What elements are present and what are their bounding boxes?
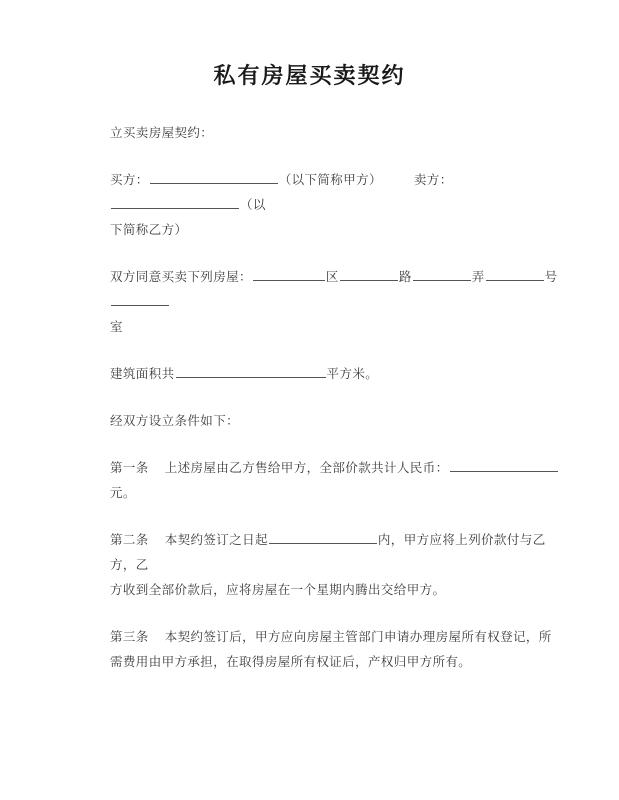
district-blank[interactable] <box>253 267 325 281</box>
opening-statement <box>110 121 563 146</box>
article-3 <box>110 625 563 650</box>
number-blank[interactable] <box>486 267 544 281</box>
opening-statement-text: 立买卖房屋契约： <box>110 125 214 140</box>
article-2-text-after-blank: 内，甲方应将上列价款付与乙方，乙 <box>110 532 546 572</box>
article-2-label: 第二条 <box>110 532 149 547</box>
article-3-label: 第三条 <box>110 629 149 644</box>
document-body <box>0 121 619 675</box>
article-2-term-blank[interactable] <box>269 530 377 544</box>
seller-name-blank[interactable] <box>111 195 239 209</box>
article-3-text-line1: 本契约签订后，甲方应向房屋主管部门申请办理房屋所有权登记，所 <box>164 629 552 644</box>
article-2 <box>110 528 563 578</box>
lane-unit: 弄 <box>471 269 485 284</box>
parties-paragraph-continuation <box>110 218 563 243</box>
property-address-continuation <box>110 315 563 340</box>
buyer-note: （以下简称甲方） <box>278 172 382 187</box>
buyer-label: 买方： <box>110 172 149 187</box>
article-2-text-before-blank: 本契约签订之日起 <box>164 532 268 547</box>
conditions-lead-paragraph <box>110 409 563 434</box>
article-3-continuation-text: 需费用由甲方承担，在取得房屋所有权证后，产权归甲方所有。 <box>110 654 472 669</box>
building-area-paragraph <box>110 362 563 387</box>
article-1-text-after-blank: 元。 <box>110 485 136 500</box>
article-2-continuation <box>110 578 563 603</box>
conditions-lead-text: 经双方设立条件如下： <box>110 413 240 428</box>
article-1-label: 第一条 <box>110 460 149 475</box>
number-unit: 号 <box>544 269 558 284</box>
article-1-price-blank[interactable] <box>450 458 558 472</box>
article-1-text-before-blank: 上述房屋由乙方售给甲方，全部价款共计人民币： <box>164 460 449 475</box>
seller-note-part2: 下简称乙方） <box>110 222 188 237</box>
page-title: 私有房屋买卖契约 <box>213 63 406 88</box>
seller-note-part1: （以 <box>240 197 266 212</box>
road-blank[interactable] <box>340 267 398 281</box>
article-1 <box>110 456 563 506</box>
building-area-lead: 建筑面积共 <box>110 366 175 381</box>
district-unit: 区 <box>325 269 339 284</box>
lane-blank[interactable] <box>413 267 471 281</box>
seller-label: 卖方： <box>413 172 453 187</box>
property-address-lead: 双方同意买卖下列房屋： <box>110 269 252 284</box>
buyer-name-blank[interactable] <box>150 170 278 184</box>
property-address-paragraph <box>110 265 563 315</box>
road-unit: 路 <box>398 269 412 284</box>
article-2-continuation-text: 方收到全部价款后，应将房屋在一个星期内腾出交给甲方。 <box>110 582 446 597</box>
building-area-unit: 平方米。 <box>326 366 379 381</box>
room-blank[interactable] <box>111 292 169 306</box>
parties-paragraph <box>110 168 563 218</box>
article-3-continuation <box>110 650 563 675</box>
building-area-blank[interactable] <box>176 364 326 378</box>
room-unit: 室 <box>110 319 123 334</box>
